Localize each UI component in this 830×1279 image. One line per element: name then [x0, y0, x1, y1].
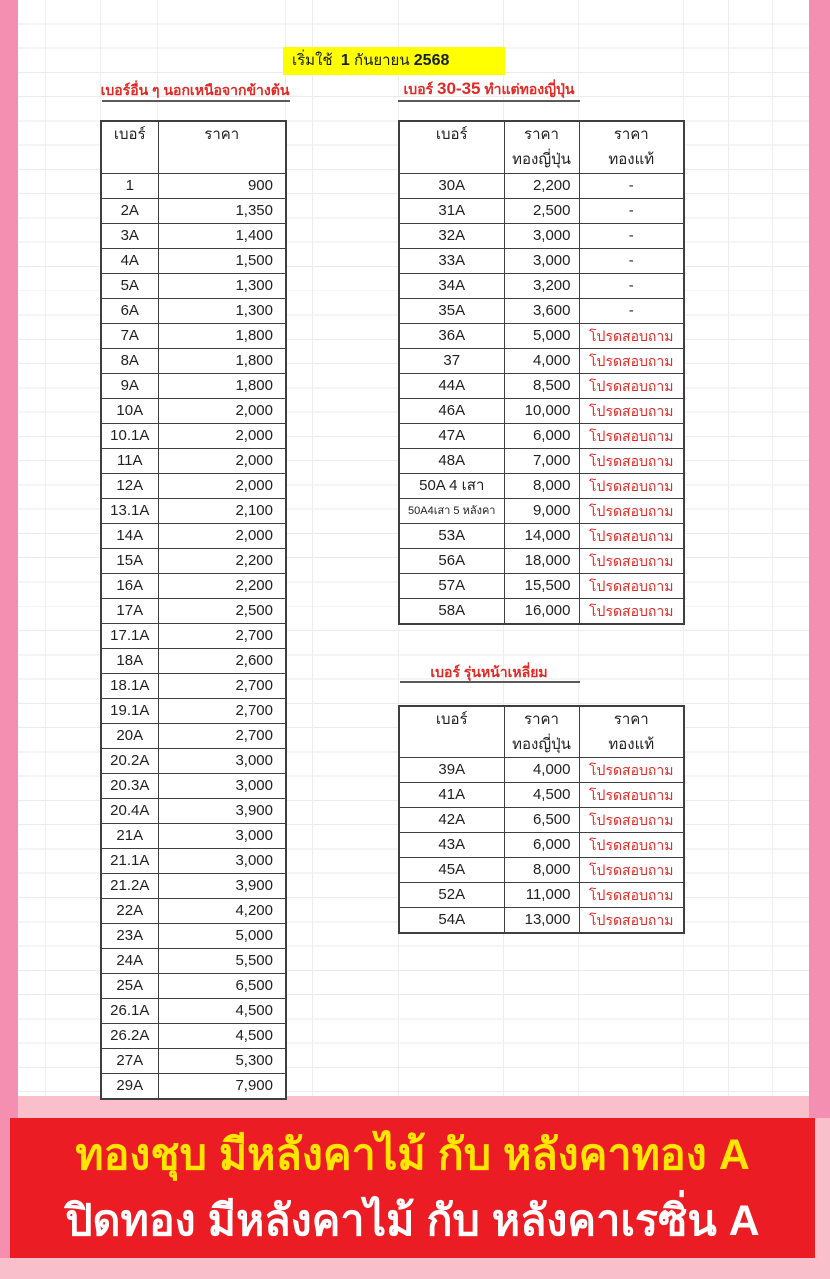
- cell-price: 1,400: [158, 223, 286, 248]
- cell-number: 41A: [399, 783, 504, 808]
- cell-real-gold-price: -: [579, 298, 684, 323]
- cell-real-gold-price: โปรดสอบถาม: [579, 473, 684, 498]
- cell-number: 57A: [399, 573, 504, 598]
- table-row: [101, 573, 286, 598]
- table-row: [399, 198, 684, 223]
- cell-number: 16A: [101, 573, 158, 598]
- table-row: [101, 173, 286, 198]
- cell-number: 13.1A: [101, 498, 158, 523]
- price-table-square-face: [398, 705, 685, 934]
- effective-date-note: [283, 47, 505, 75]
- effective-date-day: 1: [340, 52, 350, 69]
- cell-price: 8,500: [504, 373, 579, 398]
- cell-price: 2,500: [158, 598, 286, 623]
- cell-price: 3,000: [158, 823, 286, 848]
- cell-number: 26.2A: [101, 1023, 158, 1048]
- cell-price: 16,000: [504, 598, 579, 624]
- cell-number: 5A: [101, 273, 158, 298]
- table-row: [399, 298, 684, 323]
- table-row: [399, 548, 684, 573]
- table-row: [101, 948, 286, 973]
- cell-price: 2,600: [158, 648, 286, 673]
- cell-real-gold-price: โปรดสอบถาม: [579, 348, 684, 373]
- cell-price: 8,000: [504, 858, 579, 883]
- cell-price: 3,000: [158, 848, 286, 873]
- cell-price: 15,500: [504, 573, 579, 598]
- cell-number: 42A: [399, 808, 504, 833]
- cell-number: 22A: [101, 898, 158, 923]
- table-row: [399, 373, 684, 398]
- table-row: [399, 448, 684, 473]
- cell-price: 5,500: [158, 948, 286, 973]
- cell-number: 48A: [399, 448, 504, 473]
- cell-number: 36A: [399, 323, 504, 348]
- cell-price: 3,000: [158, 773, 286, 798]
- cell-real-gold-price: โปรดสอบถาม: [579, 883, 684, 908]
- effective-date-year: 2568: [413, 52, 450, 69]
- cell-price: 3,900: [158, 798, 286, 823]
- cell-price: 6,000: [504, 833, 579, 858]
- cell-real-gold-price: โปรดสอบถาม: [579, 448, 684, 473]
- cell-real-gold-price: โปรดสอบถาม: [579, 758, 684, 783]
- table-row: [101, 473, 286, 498]
- table-row: [399, 473, 684, 498]
- cell-number: 44A: [399, 373, 504, 398]
- title-underline: [400, 681, 580, 683]
- table-row: [101, 398, 286, 423]
- cell-real-gold-price: โปรดสอบถาม: [579, 808, 684, 833]
- cell-number: 37: [399, 348, 504, 373]
- title-part: ทำแต่ทองญี่ปุ่น: [484, 81, 575, 97]
- cell-price: 2,000: [158, 448, 286, 473]
- cell-number: 23A: [101, 923, 158, 948]
- cell-number: 21A: [101, 823, 158, 848]
- cell-number: 29A: [101, 1073, 158, 1099]
- cell-number: 39A: [399, 758, 504, 783]
- table-row: [101, 273, 286, 298]
- table-row: [399, 323, 684, 348]
- grid-line: [772, 0, 773, 1096]
- column-header: เบอร์: [399, 706, 504, 758]
- cell-number: 17A: [101, 598, 158, 623]
- table-row: [101, 923, 286, 948]
- table-row: [101, 523, 286, 548]
- table-row: [399, 908, 684, 934]
- cell-price: 6,500: [504, 808, 579, 833]
- cell-price: 2,700: [158, 673, 286, 698]
- table-row: [101, 748, 286, 773]
- section-title-30-35: [398, 79, 580, 101]
- table-row: [101, 673, 286, 698]
- table-row: [399, 398, 684, 423]
- price-table-other-numbers: [100, 120, 287, 1100]
- section-title-other-numbers: เบอร์อื่น ๆ นอกเหนือจากข้างต้น: [100, 82, 290, 98]
- table-row: [399, 858, 684, 883]
- table-row: [399, 348, 684, 373]
- table-row: [101, 423, 286, 448]
- cell-price: 4,500: [504, 783, 579, 808]
- cell-number: 14A: [101, 523, 158, 548]
- cell-number: 20.2A: [101, 748, 158, 773]
- table-row: [399, 248, 684, 273]
- cell-real-gold-price: โปรดสอบถาม: [579, 498, 684, 523]
- cell-price: 3,000: [504, 223, 579, 248]
- table-row: [399, 273, 684, 298]
- table-row: [399, 573, 684, 598]
- cell-price: 5,300: [158, 1048, 286, 1073]
- table-row: [101, 373, 286, 398]
- effective-date-month: กันยายน: [354, 52, 410, 69]
- table-row: [101, 823, 286, 848]
- cell-number: 17.1A: [101, 623, 158, 648]
- column-header: ราคา ทองญี่ปุ่น: [504, 121, 579, 173]
- cell-number: 8A: [101, 348, 158, 373]
- cell-price: 1,800: [158, 373, 286, 398]
- cell-price: 1,500: [158, 248, 286, 273]
- title-part-number-range: 30-35: [437, 79, 481, 98]
- cell-number: 27A: [101, 1048, 158, 1073]
- cell-price: 5,000: [158, 923, 286, 948]
- cell-number: 43A: [399, 833, 504, 858]
- cell-real-gold-price: โปรดสอบถาม: [579, 908, 684, 934]
- cell-number: 34A: [399, 273, 504, 298]
- table-row: [101, 873, 286, 898]
- cell-price: 10,000: [504, 398, 579, 423]
- cell-number: 35A: [399, 298, 504, 323]
- cell-price: 4,500: [158, 1023, 286, 1048]
- table-row: [399, 598, 684, 624]
- cell-price: 3,000: [504, 248, 579, 273]
- table-row: [101, 298, 286, 323]
- table-row: [101, 723, 286, 748]
- title-underline: [398, 100, 580, 102]
- cell-number: 3A: [101, 223, 158, 248]
- cell-real-gold-price: -: [579, 198, 684, 223]
- table-row: [101, 348, 286, 373]
- cell-price: 13,000: [504, 908, 579, 934]
- table-row: [101, 198, 286, 223]
- table-row: [101, 998, 286, 1023]
- cell-number: 6A: [101, 298, 158, 323]
- cell-number: 21.2A: [101, 873, 158, 898]
- column-header: ราคา ทองแท้: [579, 121, 684, 173]
- column-header: เบอร์: [399, 121, 504, 173]
- cell-real-gold-price: โปรดสอบถาม: [579, 573, 684, 598]
- table-row: [399, 833, 684, 858]
- table-row: [399, 783, 684, 808]
- table-row: [101, 1048, 286, 1073]
- cell-real-gold-price: โปรดสอบถาม: [579, 323, 684, 348]
- cell-price: 1,350: [158, 198, 286, 223]
- pink-border-right: [809, 0, 830, 1118]
- table-row: [101, 223, 286, 248]
- cell-price: 2,700: [158, 698, 286, 723]
- table-row: [101, 498, 286, 523]
- cell-price: 2,000: [158, 523, 286, 548]
- cell-number: 52A: [399, 883, 504, 908]
- cell-price: 1,800: [158, 348, 286, 373]
- cell-number: 18A: [101, 648, 158, 673]
- cell-number: 54A: [399, 908, 504, 934]
- table-row: [101, 623, 286, 648]
- cell-number: 2A: [101, 198, 158, 223]
- cell-price: 7,900: [158, 1073, 286, 1099]
- cell-number: 50A 4 เสา: [399, 473, 504, 498]
- cell-price: 11,000: [504, 883, 579, 908]
- column-header: ราคา: [158, 121, 286, 173]
- cell-number: 56A: [399, 548, 504, 573]
- cell-price: 2,700: [158, 623, 286, 648]
- promo-banner: [10, 1118, 815, 1258]
- cell-number: 20.3A: [101, 773, 158, 798]
- cell-real-gold-price: -: [579, 173, 684, 198]
- table-row: [101, 1023, 286, 1048]
- header-row: [399, 706, 684, 758]
- cell-number: 7A: [101, 323, 158, 348]
- cell-number: 53A: [399, 523, 504, 548]
- cell-number: 4A: [101, 248, 158, 273]
- cell-number: 33A: [399, 248, 504, 273]
- cell-number: 31A: [399, 198, 504, 223]
- cell-number: 47A: [399, 423, 504, 448]
- cell-price: 2,000: [158, 473, 286, 498]
- cell-number: 11A: [101, 448, 158, 473]
- table-row: [101, 248, 286, 273]
- title-part: เบอร์: [403, 81, 434, 97]
- cell-number: 15A: [101, 548, 158, 573]
- cell-number: 18.1A: [101, 673, 158, 698]
- cell-number: 1: [101, 173, 158, 198]
- title-underline: [102, 100, 290, 102]
- table-row: [399, 808, 684, 833]
- table-row: [399, 758, 684, 783]
- table-row: [101, 698, 286, 723]
- cell-number: 10.1A: [101, 423, 158, 448]
- cell-price: 4,000: [504, 348, 579, 373]
- table-row: [101, 773, 286, 798]
- cell-price: 14,000: [504, 523, 579, 548]
- grid-line: [312, 0, 313, 1096]
- column-header: เบอร์: [101, 121, 158, 173]
- cell-price: 2,500: [504, 198, 579, 223]
- cell-number: 12A: [101, 473, 158, 498]
- cell-price: 1,300: [158, 273, 286, 298]
- table-row: [101, 548, 286, 573]
- cell-price: 1,800: [158, 323, 286, 348]
- price-table-30-35: [398, 120, 685, 625]
- column-header: ราคา ทองแท้: [579, 706, 684, 758]
- cell-real-gold-price: โปรดสอบถาม: [579, 858, 684, 883]
- cell-price: 5,000: [504, 323, 579, 348]
- cell-real-gold-price: โปรดสอบถาม: [579, 398, 684, 423]
- cell-number: 45A: [399, 858, 504, 883]
- cell-number: 21.1A: [101, 848, 158, 873]
- table-row: [399, 173, 684, 198]
- cell-price: 900: [158, 173, 286, 198]
- section-title-square-face: เบอร์ รุ่นหน้าเหลี่ยม: [430, 664, 548, 680]
- cell-price: 2,200: [504, 173, 579, 198]
- table-row: [101, 323, 286, 348]
- cell-number: 46A: [399, 398, 504, 423]
- cell-price: 3,000: [158, 748, 286, 773]
- grid-line: [728, 0, 729, 1096]
- cell-real-gold-price: โปรดสอบถาม: [579, 423, 684, 448]
- cell-price: 3,900: [158, 873, 286, 898]
- cell-number: 24A: [101, 948, 158, 973]
- table-row: [399, 498, 684, 523]
- table-row: [101, 1073, 286, 1099]
- table-row: [101, 648, 286, 673]
- cell-number: 26.1A: [101, 998, 158, 1023]
- cell-number: 30A: [399, 173, 504, 198]
- table-row: [101, 973, 286, 998]
- cell-price: 6,500: [158, 973, 286, 998]
- banner-line-1: ทองชุบ มีหลังคาไม้ กับ หลังคาทอง A: [75, 1131, 750, 1179]
- cell-price: 8,000: [504, 473, 579, 498]
- table-row: [399, 423, 684, 448]
- cell-number: 32A: [399, 223, 504, 248]
- table-row: [101, 848, 286, 873]
- grid-line: [45, 0, 46, 1096]
- cell-number: 58A: [399, 598, 504, 624]
- cell-price: 1,300: [158, 298, 286, 323]
- cell-price: 2,000: [158, 423, 286, 448]
- cell-real-gold-price: -: [579, 273, 684, 298]
- cell-price: 7,000: [504, 448, 579, 473]
- cell-price: 2,000: [158, 398, 286, 423]
- cell-real-gold-price: -: [579, 248, 684, 273]
- cell-price: 2,200: [158, 548, 286, 573]
- cell-price: 18,000: [504, 548, 579, 573]
- cell-price: 6,000: [504, 423, 579, 448]
- table-row: [399, 883, 684, 908]
- cell-price: 3,200: [504, 273, 579, 298]
- table-row: [399, 523, 684, 548]
- cell-real-gold-price: โปรดสอบถาม: [579, 833, 684, 858]
- cell-price: 2,700: [158, 723, 286, 748]
- table-row: [101, 598, 286, 623]
- table-row: [101, 448, 286, 473]
- cell-number: 9A: [101, 373, 158, 398]
- cell-price: 4,200: [158, 898, 286, 923]
- cell-real-gold-price: โปรดสอบถาม: [579, 523, 684, 548]
- cell-real-gold-price: โปรดสอบถาม: [579, 783, 684, 808]
- pink-border-left: [0, 0, 18, 1258]
- cell-number: 20.4A: [101, 798, 158, 823]
- cell-price: 2,100: [158, 498, 286, 523]
- cell-price: 4,500: [158, 998, 286, 1023]
- cell-number: 10A: [101, 398, 158, 423]
- cell-price: 4,000: [504, 758, 579, 783]
- banner-line-2: ปิดทอง มีหลังคาไม้ กับ หลังคาเรซิ่น A: [65, 1197, 760, 1245]
- header-row: [101, 121, 286, 173]
- cell-real-gold-price: โปรดสอบถาม: [579, 548, 684, 573]
- cell-real-gold-price: -: [579, 223, 684, 248]
- effective-date-prefix: เริ่มใช้: [292, 52, 333, 69]
- cell-number: 20A: [101, 723, 158, 748]
- cell-number: 50A4เสา 5 หลังคา: [399, 498, 504, 523]
- cell-number: 19.1A: [101, 698, 158, 723]
- cell-price: 9,000: [504, 498, 579, 523]
- cell-price: 2,200: [158, 573, 286, 598]
- column-header: ราคา ทองญี่ปุ่น: [504, 706, 579, 758]
- table-row: [101, 898, 286, 923]
- cell-number: 25A: [101, 973, 158, 998]
- cell-price: 3,600: [504, 298, 579, 323]
- cell-real-gold-price: โปรดสอบถาม: [579, 373, 684, 398]
- header-row: [399, 121, 684, 173]
- cell-real-gold-price: โปรดสอบถาม: [579, 598, 684, 624]
- table-row: [399, 223, 684, 248]
- table-row: [101, 798, 286, 823]
